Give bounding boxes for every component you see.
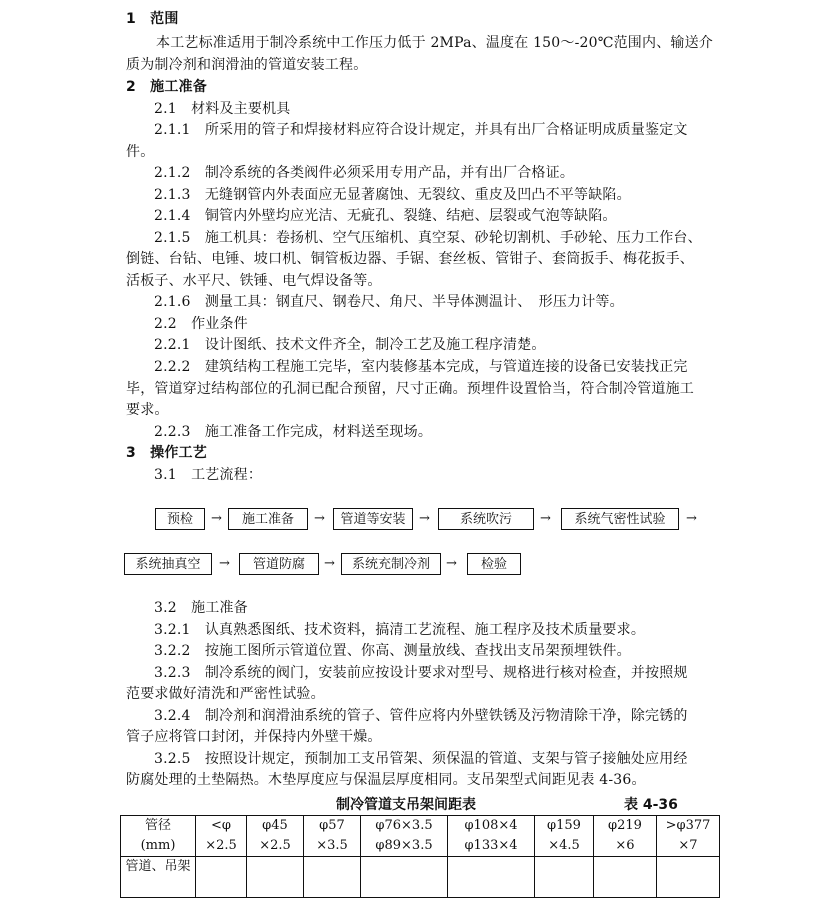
table-cell bbox=[657, 816, 720, 857]
col-top: φ76×3.5 bbox=[375, 818, 433, 833]
table-cell bbox=[196, 857, 247, 898]
table-number: 表 4-36 bbox=[624, 797, 678, 813]
paragraph-line: 2.2.1 设计图纸、技术文件齐全，制冷工艺及施工程序清楚。 bbox=[154, 337, 546, 353]
section-1-heading: 1 范围 bbox=[126, 11, 179, 27]
table-cell bbox=[535, 816, 594, 857]
flow-step-box: 系统充制冷剂 bbox=[341, 553, 441, 575]
table-cell bbox=[196, 816, 247, 857]
table-cell bbox=[361, 857, 448, 898]
flow-step-box: 管道等安装 bbox=[333, 508, 413, 530]
subsection-heading: 2.2 作业条件 bbox=[154, 316, 248, 332]
col-bottom: φ89×3.5 bbox=[375, 838, 433, 853]
paragraph-line: 要求。 bbox=[126, 402, 169, 418]
col-top: >φ377 bbox=[665, 818, 711, 833]
section-3-heading: 3 操作工艺 bbox=[126, 445, 207, 461]
flow-arrow: → bbox=[324, 556, 335, 571]
paragraph-line: 2.2.2 建筑结构工程施工完毕，室内装修基本完成，与管道连接的设备已安装找正完 bbox=[154, 359, 688, 375]
flow-arrow: → bbox=[314, 511, 325, 526]
paragraph-line: 3.2.2 按施工图所示管道位置、你高、测量放线、查找出支吊架预埋铁件。 bbox=[154, 643, 631, 659]
col-bottom: φ133×4 bbox=[464, 838, 518, 853]
flow-arrow: → bbox=[540, 511, 551, 526]
paragraph-line: 活板子、水平尺、铁锤、电气焊设备等。 bbox=[126, 273, 382, 289]
col-top: φ159 bbox=[547, 818, 581, 833]
paragraph-line: 防腐处理的土垫隔热。木垫厚度应与保温层厚度相同。支吊架型式间距见表 4-36。 bbox=[126, 772, 646, 788]
flow-step-box: 系统抽真空 bbox=[124, 553, 212, 575]
flow-step-box: 管道防腐 bbox=[239, 553, 319, 575]
flow-arrow: → bbox=[419, 511, 430, 526]
paragraph-line: 倒链、台钻、电锤、坡口机、铜管板边器、手锯、套丝板、管钳子、套筒扳手、梅花扳手、 bbox=[126, 251, 694, 267]
paragraph-line: 3.2.3 制冷系统的阀门，安装前应按设计要求对型号、规格进行核对检查，并按照规 bbox=[154, 665, 688, 681]
flow-arrow: → bbox=[211, 511, 222, 526]
paragraph-line: 件。 bbox=[126, 144, 155, 160]
support-spacing-table bbox=[120, 815, 720, 898]
col-bottom: ×7 bbox=[678, 838, 698, 853]
table-cell bbox=[448, 816, 535, 857]
col-top: <φ bbox=[211, 818, 231, 833]
paragraph-line: 2.1.2 制冷系统的各类阀件必须采用专用产品，并有出厂合格证。 bbox=[154, 165, 575, 181]
flow-step-box: 系统吹污 bbox=[438, 508, 534, 530]
table-cell bbox=[594, 816, 657, 857]
table-cell bbox=[304, 816, 361, 857]
row-label: 管道、吊架 bbox=[125, 859, 191, 874]
table-cell bbox=[247, 816, 304, 857]
flow-step-box: 预检 bbox=[155, 508, 205, 530]
col-top: φ45 bbox=[262, 818, 288, 833]
paragraph-line: 2.2.3 施工准备工作完成，材料送至现场。 bbox=[154, 424, 433, 440]
paragraph-line: 范要求做好清洗和严密性试验。 bbox=[126, 686, 325, 702]
flow-arrow: → bbox=[686, 511, 697, 526]
paragraph-line: 2.1.5 施工机具：卷扬机、空气压缩机、真空泵、砂轮切割机、手砂轮、压力工作台、 bbox=[154, 230, 702, 246]
table-row bbox=[121, 816, 720, 857]
table-header-unit: (mm) bbox=[140, 838, 176, 853]
subsection-heading: 3.2 施工准备 bbox=[154, 600, 248, 616]
col-bottom: ×2.5 bbox=[259, 838, 291, 853]
table-cell bbox=[657, 857, 720, 898]
paragraph-line: 本工艺标准适用于制冷系统中工作压力低于 2MPa、温度在 150～-20℃范围内、输送介 bbox=[156, 35, 714, 51]
col-bottom: ×6 bbox=[615, 838, 635, 853]
paragraph-line: 2.1.1 所采用的管子和焊接材料应符合设计规定，并具有出厂合格证明成质量鉴定文 bbox=[154, 122, 688, 138]
col-top: φ219 bbox=[608, 818, 642, 833]
col-bottom: ×4.5 bbox=[548, 838, 580, 853]
col-bottom: ×3.5 bbox=[316, 838, 348, 853]
table-cell bbox=[121, 857, 196, 898]
paragraph-line: 3.2.1 认真熟悉图纸、技术资料，搞清工艺流程、施工程序及技术质量要求。 bbox=[154, 622, 646, 638]
flow-step-box: 检验 bbox=[467, 553, 521, 575]
table-header-label: 管径 bbox=[144, 818, 171, 833]
col-top: φ108×4 bbox=[464, 818, 518, 833]
paragraph-line: 管子应将管口封闭，并保持内外壁干燥。 bbox=[126, 729, 382, 745]
table-cell bbox=[361, 816, 448, 857]
subsection-heading: 2.1 材料及主要机具 bbox=[154, 101, 291, 117]
table-cell bbox=[121, 816, 196, 857]
section-2-heading: 2 施工准备 bbox=[126, 79, 207, 95]
flow-step-box: 施工准备 bbox=[228, 508, 308, 530]
table-cell bbox=[448, 857, 535, 898]
paragraph-line: 2.1.4 铜管内外壁均应光洁、无疵孔、裂缝、结疤、层裂或气泡等缺陷。 bbox=[154, 208, 617, 224]
paragraph-line: 3.2.4 制冷剂和润滑油系统的管子、管件应将内外壁铁锈及污物清除干净，除完锈的 bbox=[154, 708, 688, 724]
table-cell bbox=[535, 857, 594, 898]
col-bottom: ×2.5 bbox=[205, 838, 237, 853]
paragraph-line: 2.1.6 测量工具：钢直尺、钢卷尺、角尺、半导体测温计、 形压力计等。 bbox=[154, 294, 624, 310]
paragraph-line: 质为制冷剂和润滑油的管道安装工程。 bbox=[126, 57, 368, 73]
table-cell bbox=[247, 857, 304, 898]
col-top: φ57 bbox=[319, 818, 345, 833]
flow-step-box: 系统气密性试验 bbox=[561, 508, 679, 530]
flow-arrow: → bbox=[446, 556, 457, 571]
table-title: 制冷管道支吊架间距表 bbox=[336, 797, 476, 813]
flow-arrow: → bbox=[219, 556, 230, 571]
table-cell bbox=[304, 857, 361, 898]
paragraph-line: 2.1.3 无缝钢管内外表面应无显著腐蚀、无裂纹、重皮及凹凸不平等缺陷。 bbox=[154, 187, 631, 203]
table-row bbox=[121, 857, 720, 898]
paragraph-line: 毕，管道穿过结构部位的孔洞已配合预留，尺寸正确。预埋件设置恰当，符合制冷管道施工 bbox=[126, 381, 694, 397]
table-cell bbox=[594, 857, 657, 898]
paragraph-line: 3.2.5 按照设计规定，预制加工支吊管架、须保温的管道、支架与管子接触处应用经 bbox=[154, 751, 688, 767]
subsection-heading: 3.1 工艺流程： bbox=[154, 467, 263, 483]
